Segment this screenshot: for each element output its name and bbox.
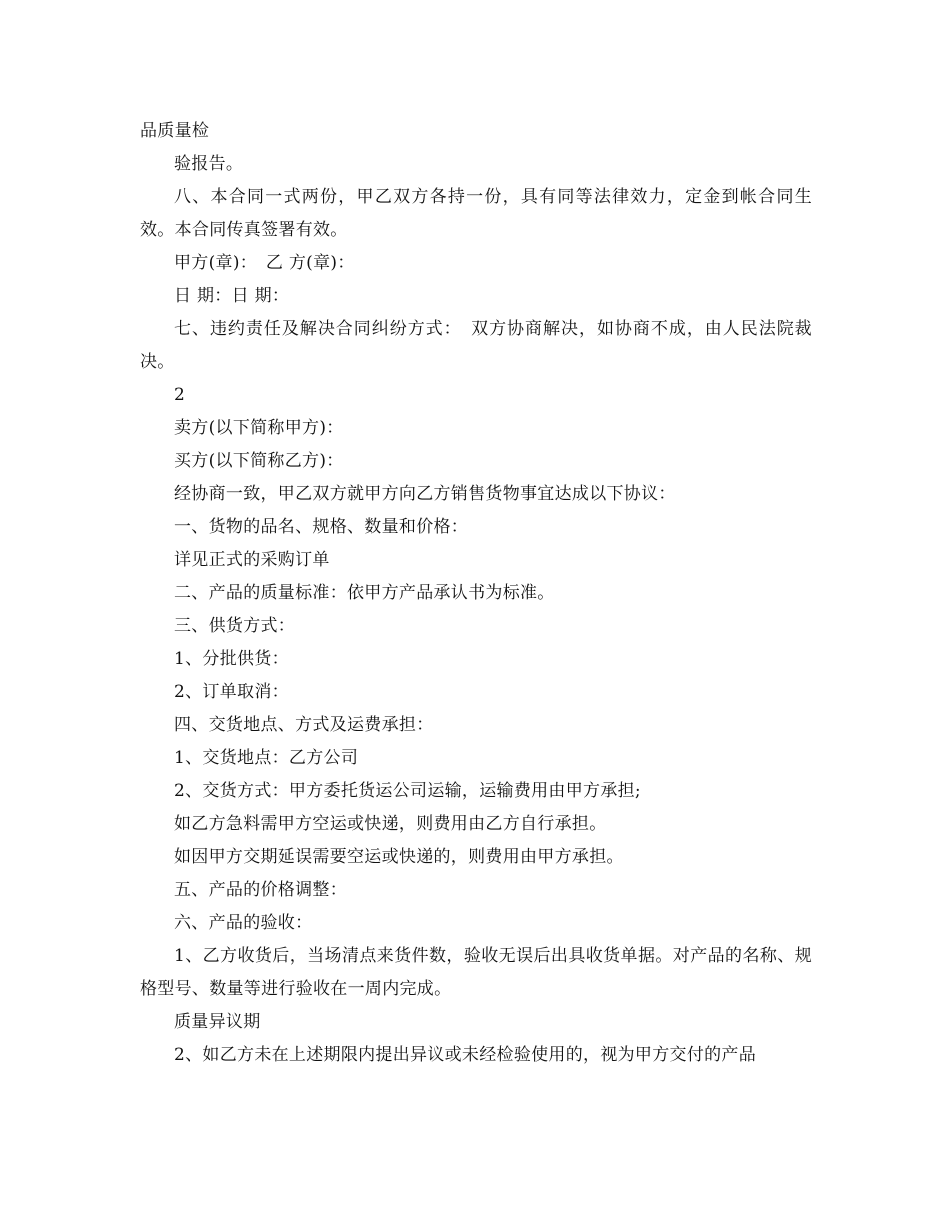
paragraph: 验报告。 [174, 154, 244, 174]
page-number: 2 [174, 385, 186, 405]
section-heading: 三、供货方式： [174, 616, 296, 636]
section-heading: 四、交货地点、方式及运费承担： [174, 715, 434, 735]
section-heading: 一、货物的品名、规格、数量和价格： [174, 517, 469, 537]
paragraph: 买方(以下简称乙方)： [174, 451, 344, 471]
list-item: 1、交货地点：乙方公司 [174, 748, 359, 768]
document-body [140, 115, 812, 1072]
paragraph: 日 期：日 期： [174, 286, 290, 306]
paragraph: 经协商一致，甲乙双方就甲方向乙方销售货物事宜达成以下协议： [174, 484, 676, 504]
list-item: 2、交货方式：甲方委托货运公司运输，运输费用由甲方承担; [174, 781, 641, 801]
paragraph: 详见正式的采购订单 [174, 550, 330, 570]
paragraph: 七、违约责任及解决合同纠纷方式： 双方协商解决，如协商不成，由人民法院裁决。 [140, 319, 812, 372]
section-heading: 六、产品的验收： [174, 913, 313, 933]
list-item: 1、分批供货： [174, 649, 289, 669]
list-item: 1、乙方收货后，当场清点来货件数，验收无误后出具收货单据。对产品的名称、规格型号、数量等进行验收在一周内完成。 [140, 946, 812, 999]
paragraph: 品质量检 [140, 121, 210, 141]
paragraph: 八、本合同一式两份，甲乙双方各持一份，具有同等法律效力，定金到帐合同生效。本合同传真签署有效。 [140, 187, 812, 240]
paragraph: 如因甲方交期延误需要空运或快递的，则费用由甲方承担。 [174, 847, 624, 867]
paragraph: 质量异议期 [174, 1012, 261, 1032]
paragraph: 如乙方急料需甲方空运或快递，则费用由乙方自行承担。 [174, 814, 607, 834]
paragraph: 甲方(章)： 乙 方(章)： [174, 253, 355, 273]
paragraph: 卖方(以下简称甲方)： [174, 418, 344, 438]
section-heading: 二、产品的质量标准：依甲方产品承认书为标准。 [174, 583, 555, 603]
list-item: 2、如乙方未在上述期限内提出异议或未经检验使用的，视为甲方交付的产品 [174, 1045, 757, 1065]
list-item: 2、订单取消： [174, 682, 289, 702]
section-heading: 五、产品的价格调整： [174, 880, 347, 900]
